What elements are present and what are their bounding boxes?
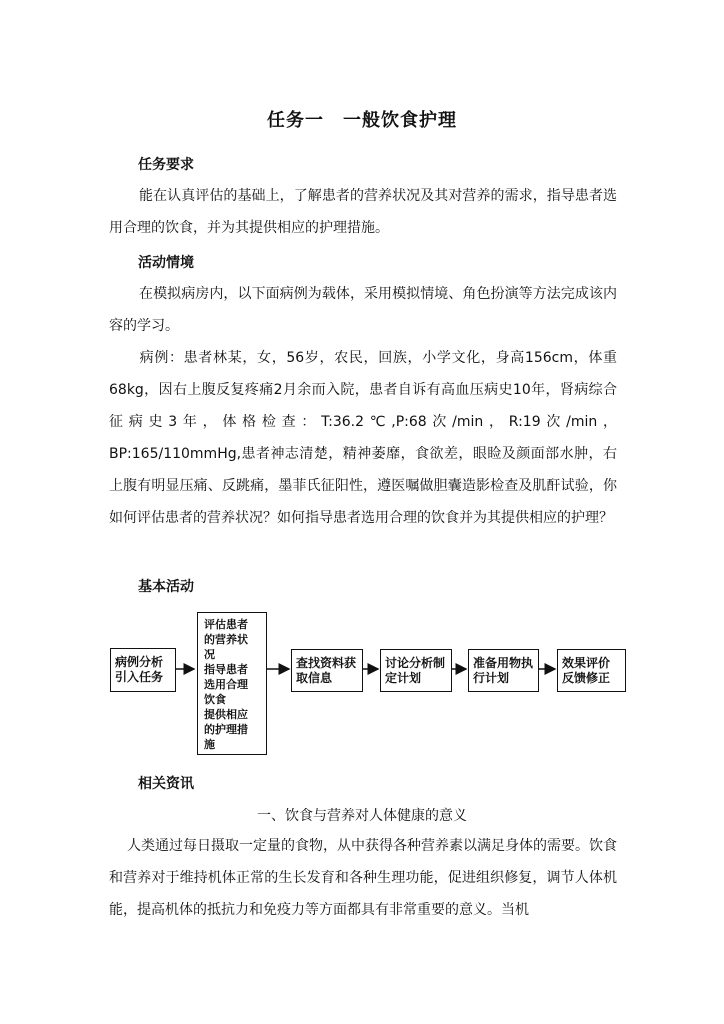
flow-step-assessment-line: 的营养状 [204,633,248,646]
section-heading-requirements: 任务要求 [138,157,194,173]
case-text: 病例：患者林某，女，56岁，农民，回族，小学文化，身高156cm，体重68kg，因右上腹反复疼痛2月余而入院，患者自诉有高血压病史10年，肾病综合征病史3年，体格检查：T:36.2℃,P:68次/min，R:19次/min，BP:165/110mmHg,患者神志清楚，精神萎靡，食欲差，眼睑及颜面部水肿，右上腹有明显压痛、反跳痛，墨菲氏征阳性，遵医嘱做胆囊造影检查及肌酐试验，你如何评估患者的营养状况？如何指导患者选用合理的饮食并为其提供相应的护理？ [109,350,617,526]
flow-step-assessment-line: 的护理措 [204,723,248,736]
flow-step-assessment-line: 施 [204,738,215,751]
flow-step-evaluate: 效果评价反馈修正 [557,649,626,692]
info-text: 人类通过每日摄取一定量的食物，从中获得各种营养素以满足身体的需要。饮食和营养对于维持机体正常的生长发育和各种生理功能，促进组织修复，调节人体机能，提高机体的抵抗力和免疫力等方面都具有非常重要的意义。当机 [109,838,617,918]
flow-step-assessment [197,612,267,755]
flow-step-assessment-line: 饮食 [204,693,226,706]
requirements-text: 能在认真评估的基础上，了解患者的营养状况及其对营养的需求，指导患者选用合理的饮食，并为其提供相应的护理措施。 [109,188,617,236]
flow-step-execute: 准备用物执行计划 [468,649,539,692]
flow-step-assessment-line: 选用合理 [204,678,248,691]
flow-step-assessment-line: 况 [204,648,215,661]
scenario-text: 在模拟病房内，以下面病例为载体，采用模拟情境、角色扮演等方法完成该内容的学习。 [109,286,617,334]
section-heading-scenario: 活动情境 [138,255,194,271]
flow-step-assessment-line: 评估患者 [204,618,248,631]
info-subheading: 一、饮食与营养对人体健康的意义 [257,808,467,824]
flow-step-assessment-line: 提供相应 [204,708,248,721]
page-title: 任务一 一般饮食护理 [267,110,457,131]
flow-step-case-analysis: 病例分析引入任务 [110,648,176,692]
info-paragraph [109,830,617,926]
section-heading-activities: 基本活动 [138,579,194,595]
flow-step-research: 查找资料获取信息 [291,649,363,692]
flow-step-assessment-line: 指导患者 [204,663,248,676]
section-heading-info: 相关资讯 [138,776,194,792]
flow-step-plan: 讨论分析制定计划 [380,649,452,692]
